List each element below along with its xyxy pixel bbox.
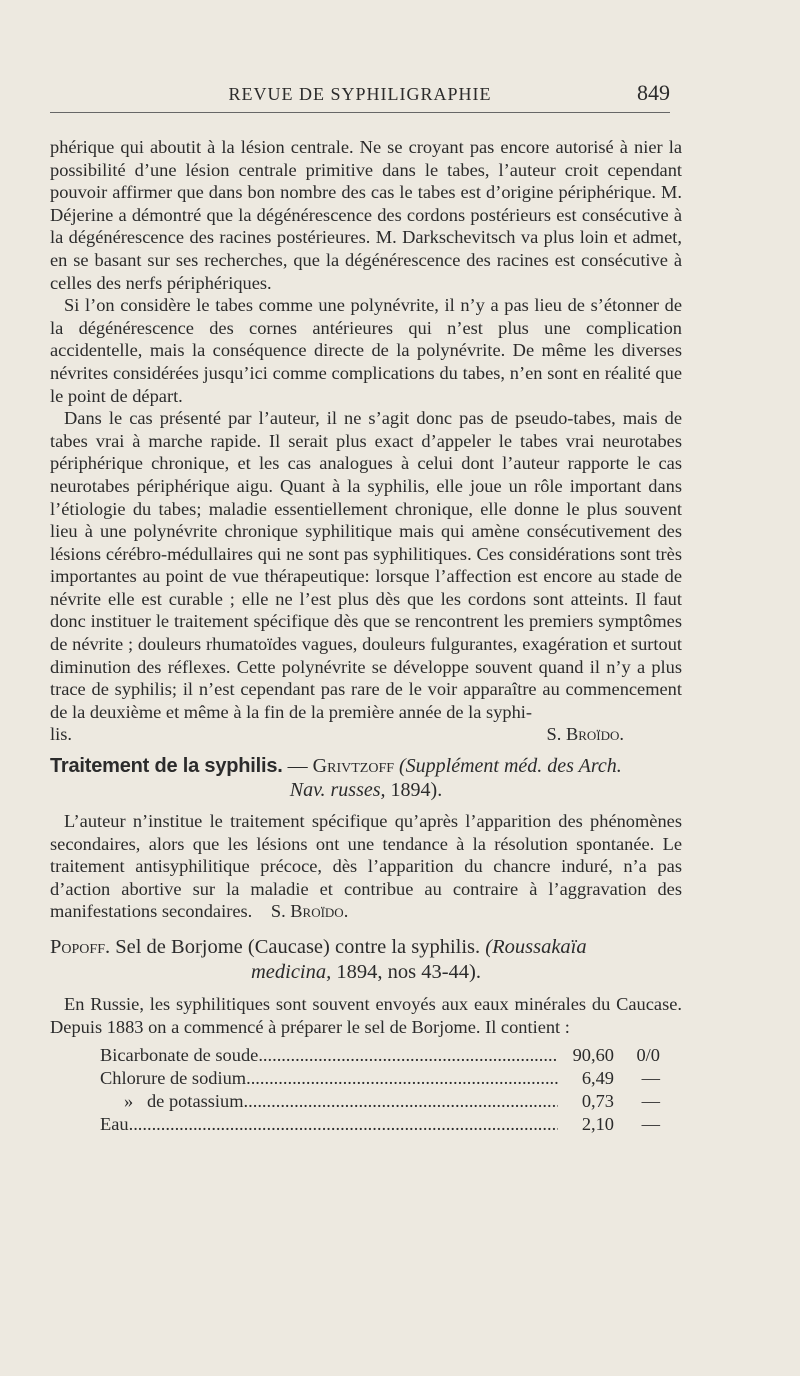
leader-dots	[129, 1113, 558, 1136]
component-name: Chlorure de sodium	[100, 1068, 247, 1089]
leader-dots	[258, 1044, 558, 1067]
composition-row	[100, 1090, 660, 1113]
source-line-1: (Supplément méd. des Arch.	[399, 755, 622, 778]
component-value: 2,10	[581, 1114, 614, 1135]
section-title: Traitement de la syphilis.	[50, 755, 283, 778]
paragraph-3-last-word: lis.	[50, 724, 72, 745]
component-unit: —	[641, 1114, 660, 1135]
section-2-text: En Russie, les syphilitiques sont souvent envoyés aux eaux minérales du Caucase. Depuis 1883 on a commencé à préparer le sel de Borjome. Il contient :	[50, 994, 682, 1037]
leader-dots	[244, 1090, 558, 1113]
section-heading-borjome	[50, 935, 682, 985]
source-2-line-2: medicina,	[250, 961, 332, 983]
composition-row	[100, 1113, 660, 1136]
component-value: 0,73	[581, 1091, 614, 1112]
page-number: 849	[637, 80, 670, 105]
component-name: Bicarbonate de soude	[100, 1045, 259, 1066]
source-continuation	[50, 778, 682, 802]
component-name: Eau	[100, 1114, 129, 1135]
composition-row	[100, 1067, 660, 1090]
dash: —	[282, 755, 313, 778]
section-1-text	[50, 810, 682, 923]
source-line-2: Nav. russes,	[289, 779, 386, 802]
running-header	[50, 78, 670, 113]
section-title-2: Sel de Borjome (Caucase) contre la syphilis.	[110, 936, 486, 958]
author-name: Grivtzoff	[312, 755, 395, 778]
component-unit: 0/0	[636, 1045, 660, 1066]
composition-table	[100, 1044, 660, 1136]
section-1-body: L’auteur n’institue le traitement spécifique qu’après l’apparition des phénomènes secondaires, alors que les lésions ont une tendance à la résolution spontanée. Le traitement antisyphilitique précoce, dès l’apparition du chancre induré, n’a pas d’action abortive sur la maladie et contribue au contraire à l’aggravation des manifestations secondaires.	[50, 811, 682, 922]
section-heading-treatment	[50, 754, 682, 802]
component-unit: —	[641, 1091, 660, 1112]
component-unit: —	[641, 1068, 660, 1089]
page-body	[50, 136, 682, 1136]
paragraph-3-end	[50, 723, 682, 746]
leader-dots	[246, 1067, 558, 1090]
source-year: 1894).	[390, 779, 443, 802]
section-1-signature: S. Broïdo.	[270, 901, 349, 922]
paragraph-2: Si l’on considère le tabes comme une polynévrite, il n’y a pas lieu de s’étonner de la dégénérescence des cornes antérieures qui n’est plus une complication accidentelle, mais la conséquence directe de la polynévrite. De même les diverses névrites considérées jusqu’ici comme complications du tabes, n’en sont en réalité que le point de départ.	[50, 295, 682, 406]
paragraph-3: Dans le cas présenté par l’auteur, il ne s’agit donc pas de pseudo-tabes, mais de tabes vrai à marche rapide. Il serait plus exact d’appeler le tabes vrai neurotabes périphérique chronique, et les cas analogues à celui dont l’auteur rapporte le cas neurotabes périphérique aigu. Quant à la syphilis, elle joue un rôle important dans l’étiologie du tabes; maladie essentiellement chronique, elle donne le plus souvent lieu à une polynévrite chronique syphilitique mais qui amène consécutivement des lésions cérébro-médullaires qui ne sont pas syphilitiques. Ces considérations sont très importantes au point de vue thérapeutique: lorsque l’affection est encore au stade de névrite elle est curable ; elle ne l’est plus dès que les cordons sont atteints. Il faut donc instituer le traitement spécifique dès que se rencontrent les premiers symptômes de névrite ; douleurs rhumatoïdes vagues, douleurs fulgurantes, exagération et surtout diminution des réflexes. Cette polynévrite se développe souvent quand il n’y a plus trace de syphilis; il n’est cependant pas rare de le voir apparaître au commencement de la deuxième et même à la fin de la première année de la syphi-	[50, 408, 682, 722]
signature: S. Broïdo.	[546, 724, 624, 745]
source-2-line-1: (Roussakaïa	[485, 936, 587, 958]
source-2-continuation	[50, 960, 682, 985]
author-name-2: Popoff.	[50, 936, 111, 958]
journal-title: REVUE DE SYPHILIGRAPHIE	[228, 84, 492, 104]
component-value: 90,60	[572, 1045, 614, 1066]
composition-row	[100, 1044, 660, 1067]
paragraph-1: phérique qui aboutit à la lésion centrale. Ne se croyant pas encore autorisé à nier la possibilité d’une lésion centrale primitive dans le tabes, l’auteur croit cependant pouvoir affirmer que dans bon nombre des cas le tabes est d’origine périphérique. M. Déjerine a démontré que la dégénérescence des cordons postérieurs est consécutive à la dégénérescence des racines postérieures. M. Darkschevitsch va plus loin et admet, en se basant sur ses recherches, que la dégénérescence des racines est consécutive à celles des nerfs périphériques.	[50, 137, 682, 293]
component-name: » de potassium	[124, 1091, 244, 1112]
source-2-rest: 1894, nos 43-44).	[331, 961, 482, 983]
component-value: 6,49	[581, 1068, 614, 1089]
